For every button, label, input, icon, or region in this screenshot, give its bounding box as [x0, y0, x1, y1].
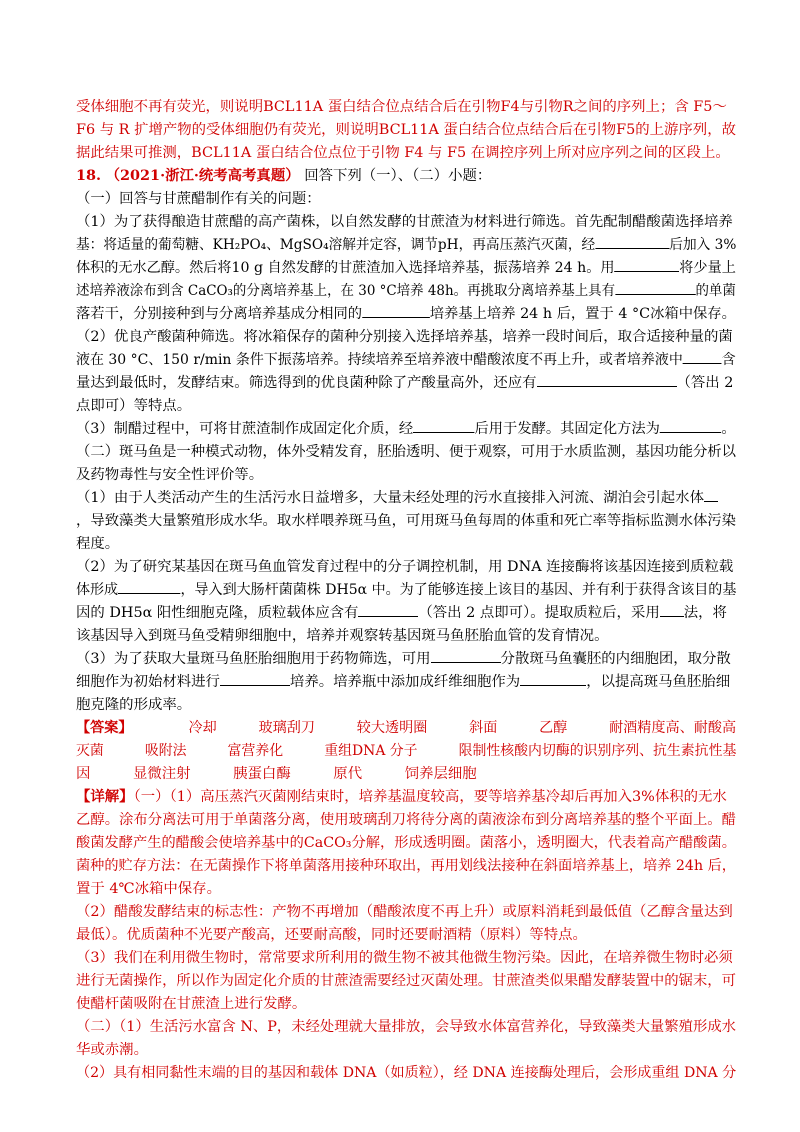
- p2q2-line: [76, 579, 736, 603]
- p2q1-line: ，导致藻类大量繁殖形成水华。取水样喂养斑马鱼，可用斑马鱼每周的体重和死亡率等指标监测水体污染: [76, 513, 736, 529]
- answer-blank[interactable]: [660, 602, 684, 617]
- q2-text: 量达到最低时，发酵结束。筛选得到的优良菌种除了产酸量高外，还应有: [76, 375, 537, 391]
- q1-text: 述培养液涂布到含 CaCO₃的分离培养基上，在 30 °C培养 48h。再挑取分离培养基上具有: [76, 283, 616, 299]
- explain-line: 菌种的贮存方法：在无菌操作下将单菌落用接种环取出，再用划线法接种在斜面培养基上，培养 24h 后，: [76, 858, 736, 874]
- answer-item: 富营养化: [227, 743, 284, 759]
- p2q2-line: 该基因导入到斑马鱼受精卵细胞中，培养并观察转基因斑马鱼胚胎血管的发育情况。: [76, 628, 609, 644]
- question-number: 18.: [76, 167, 102, 184]
- answer-blank[interactable]: [362, 303, 430, 318]
- q1-line: （1）为了获得酿造甘蔗醋的高产菌株，以自然发酵的甘蔗渣为材料进行筛选。首先配制醋酸菌选择培养: [76, 214, 733, 230]
- explain-line: 酸菌发酵产生的醋酸会使培养基中的CaCO₃分解，形成透明圈。菌落小，透明圈大，代表着高产醋酸菌。: [76, 835, 736, 851]
- answer-blank[interactable]: [660, 418, 721, 433]
- part2-line: 及药物毒性与安全性评价等。: [76, 467, 264, 483]
- explain-line: （2）醋酸发酵结束的标志性：产物不再增加（醋酸浓度不再上升）或原料消耗到最低值（乙醇含量达到: [76, 904, 733, 920]
- q3-text: 后用于发酵。其固定化方法为: [474, 421, 660, 437]
- answer-item: 因: [76, 766, 91, 782]
- q2-line: 点即可）等特点。: [76, 398, 192, 414]
- p2q2-text: ，导入到大肠杆菌菌株 DH5α 中。为了能够连接上该目的基因、并有利于获得含该目的基: [180, 582, 737, 598]
- explain-line: 乙醇。涂布分离法可用于单菌落分离，使用玻璃刮刀将待分离的菌液涂布到分离培养基的整个平面上。醋: [76, 812, 736, 828]
- answer-item: 吸附法: [144, 743, 187, 759]
- answer-blank[interactable]: [358, 602, 418, 617]
- p2q3-text: 培养。培养瓶中添加成纤维细胞作为: [289, 674, 521, 690]
- p2q1-line: 程度。: [76, 536, 120, 552]
- answer-blank[interactable]: [220, 671, 290, 686]
- answer-blank[interactable]: [683, 349, 722, 364]
- q1-line: [76, 257, 736, 281]
- answer-item: 较大透明圈: [356, 720, 428, 736]
- explain-line: 最低）。优质菌种不光要产酸高，还要耐高酸，同时还要耐酒精（原料）等特点。: [76, 927, 587, 943]
- answer-item: 原代: [333, 766, 363, 782]
- p2q1-text: （1）由于人类活动产生的生活污水日益增多，大量未经处理的污水直接排入河流、湖泊会引起水体: [76, 490, 704, 506]
- answer-item: 显微注射: [132, 766, 191, 782]
- q1-text: 后加入 3%: [669, 237, 737, 253]
- question-source: （2021·浙江·统考高考真题）: [105, 167, 300, 184]
- part2-line: （二）斑马鱼是一种模式动物，体外受精发育，胚胎透明、便于观察，可用于水质监测，基因功能分析以: [76, 444, 736, 460]
- p2q2-line: [76, 602, 736, 626]
- answer-item: 斜面: [469, 720, 498, 736]
- answer-item: 玻璃刮刀: [258, 720, 315, 736]
- explain-line: （二）（1）生活污水富含 N、P，未经处理就大量排放，会导致水体富营养化，导致藻类大量繁殖形成水: [76, 1019, 737, 1035]
- explain-line: [76, 786, 736, 810]
- p2q3-text: （3）为了获取大量斑马鱼胚胎细胞用于药物筛选，可用: [76, 651, 431, 667]
- answer-blank[interactable]: [520, 671, 586, 686]
- prev-explanation-line: 受体细胞不再有荧光，则说明BCL11A 蛋白结合位点结合后在引物F4与引物R之间的序列上；含 F5～: [76, 99, 727, 115]
- prev-explanation-line: F6 与 R 扩增产物的受体细胞仍有荧光，则说明BCL11A 蛋白结合位点结合后在引物F5的上游序列，故: [76, 122, 736, 138]
- p2q3-line: [76, 648, 736, 672]
- q2-line: （2）优良产酸菌种筛选。将冰箱保存的菌种分别接入选择培养基，培养一段时间后，取合适接种量的菌: [76, 329, 733, 345]
- p2q2-line: （2）为了研究某基因在斑马鱼血管发育过程中的分子调控机制，用 DNA 连接酶将该基因连接到质粒载: [76, 559, 734, 575]
- p2q3-line: [76, 671, 736, 695]
- answer-blank[interactable]: [614, 257, 679, 272]
- q1-line: [76, 280, 736, 304]
- q1-text: 的单菌: [695, 283, 736, 299]
- answer-item: 限制性核酸内切酶的识别序列、抗生素抗性基: [458, 743, 737, 759]
- answer-blank[interactable]: [615, 280, 695, 295]
- p2q2-text: （答出 2 点即可）。提取质粒后，采用: [418, 605, 660, 621]
- p2q2-text: 体形成: [76, 582, 119, 598]
- explain-line: 进行无菌操作，所以作为固定化介质的甘蔗渣需要经过灭菌处理。甘蔗渣类似果醋发酵装置中的锯末，可: [76, 973, 736, 989]
- q2-line: [76, 372, 736, 396]
- explain-label: 【详解】: [76, 788, 134, 805]
- p2q2-text: 因的 DH5α 阳性细胞克隆，质粒载体应含有: [76, 605, 359, 621]
- p2q3-text: ，以提高斑马鱼胚胎细: [586, 674, 731, 690]
- explain-line: （2）具有相同黏性末端的目的基因和载体 DNA（如质粒），经 DNA 连接酶处理后，会形成重组 DNA 分: [76, 1065, 737, 1081]
- q1-line: [76, 303, 736, 327]
- q2-line: [76, 349, 736, 373]
- answer-row: [76, 763, 736, 787]
- answer-item: 胰蛋白酶: [233, 766, 291, 782]
- answer-item: 饲养层细胞: [404, 766, 477, 782]
- p2q3-text: 分散斑马鱼囊胚的内细胞团，取分散: [500, 651, 731, 667]
- answer-item: 耐酒精度高、耐酸高: [609, 720, 737, 736]
- answer-blank[interactable]: [413, 418, 474, 433]
- q1-text: 将少量上: [679, 260, 736, 276]
- answer-item: 乙醇: [539, 720, 568, 736]
- q3-text: （3）制醋过程中，可将甘蔗渣制作成固定化介质，经: [76, 421, 414, 437]
- answer-item: 重组DNA 分子: [324, 743, 418, 759]
- q2-text: 含: [721, 352, 736, 368]
- answer-item: 灭菌: [76, 743, 104, 759]
- p2q3-line: 胞克隆的形成率。: [76, 697, 192, 713]
- q1-text: 体积的无水乙醇。然后将10 g 自然发酵的甘蔗渣加入选择培养基，振荡培养 24 h。用: [76, 260, 615, 276]
- p2q1-line: [76, 487, 736, 511]
- answer-item: 冷却: [188, 720, 217, 736]
- answer-blank[interactable]: [537, 372, 677, 387]
- explain-line: 置于 4℃冰箱中保存。: [76, 881, 221, 897]
- question-prompt: 回答下列（一）、（二）小题：: [304, 168, 492, 184]
- answer-blank[interactable]: [704, 487, 718, 502]
- prev-explanation-line: 据此结果可推测，BCL11A 蛋白结合位点位于引物 F4 与 F5 在调控序列上所对应序列之间的区段上。: [76, 145, 730, 161]
- answer-blank[interactable]: [595, 234, 669, 249]
- q3-text: 。: [721, 421, 736, 437]
- part1-title: （一）回答与甘蔗醋制作有关的问题：: [76, 191, 321, 207]
- answer-blank[interactable]: [431, 648, 501, 663]
- explain-line: （3）我们在利用微生物时，常常要求所利用的微生物不被其他微生物污染。因此，在培养微生物时必须: [76, 950, 733, 966]
- explain-line: 使醋杆菌吸附在甘蔗渣上进行发酵。: [76, 996, 307, 1012]
- answer-blank[interactable]: [118, 579, 180, 594]
- q1-text: 基：将适量的葡萄糖、KH₂PO₄、MgSO₄溶解并定容，调节pH，再高压蒸汽灭菌，经: [76, 237, 596, 253]
- q3-line: [76, 418, 736, 442]
- answer-label: 【答案】: [76, 719, 133, 736]
- q2-text: 液在 30 °C、150 r/min 条件下振荡培养。持续培养至培养液中醋酸浓度不再上升，或者培养液中: [76, 352, 683, 368]
- answer-row: [76, 717, 736, 741]
- p2q2-text: 法，将: [683, 605, 727, 621]
- q1-text: 培养基上培养 24 h 后，置于 4 °C冰箱中保存。: [429, 306, 736, 322]
- q2-text: （答出 2: [676, 375, 734, 391]
- answer-row: [76, 740, 736, 764]
- question-header: [76, 165, 736, 189]
- q1-text: 落若干，分别接种到与分离培养基成分相同的: [76, 306, 363, 322]
- explain-line: 华或赤潮。: [76, 1042, 148, 1058]
- p2q3-text: 细胞作为初始材料进行: [76, 674, 220, 690]
- q1-line: [76, 234, 736, 258]
- explain-text: （一）（1）高压蒸汽灭菌刚结束时，培养基温度较高，要等培养基冷却后再加入3%体积的无水: [133, 789, 727, 805]
